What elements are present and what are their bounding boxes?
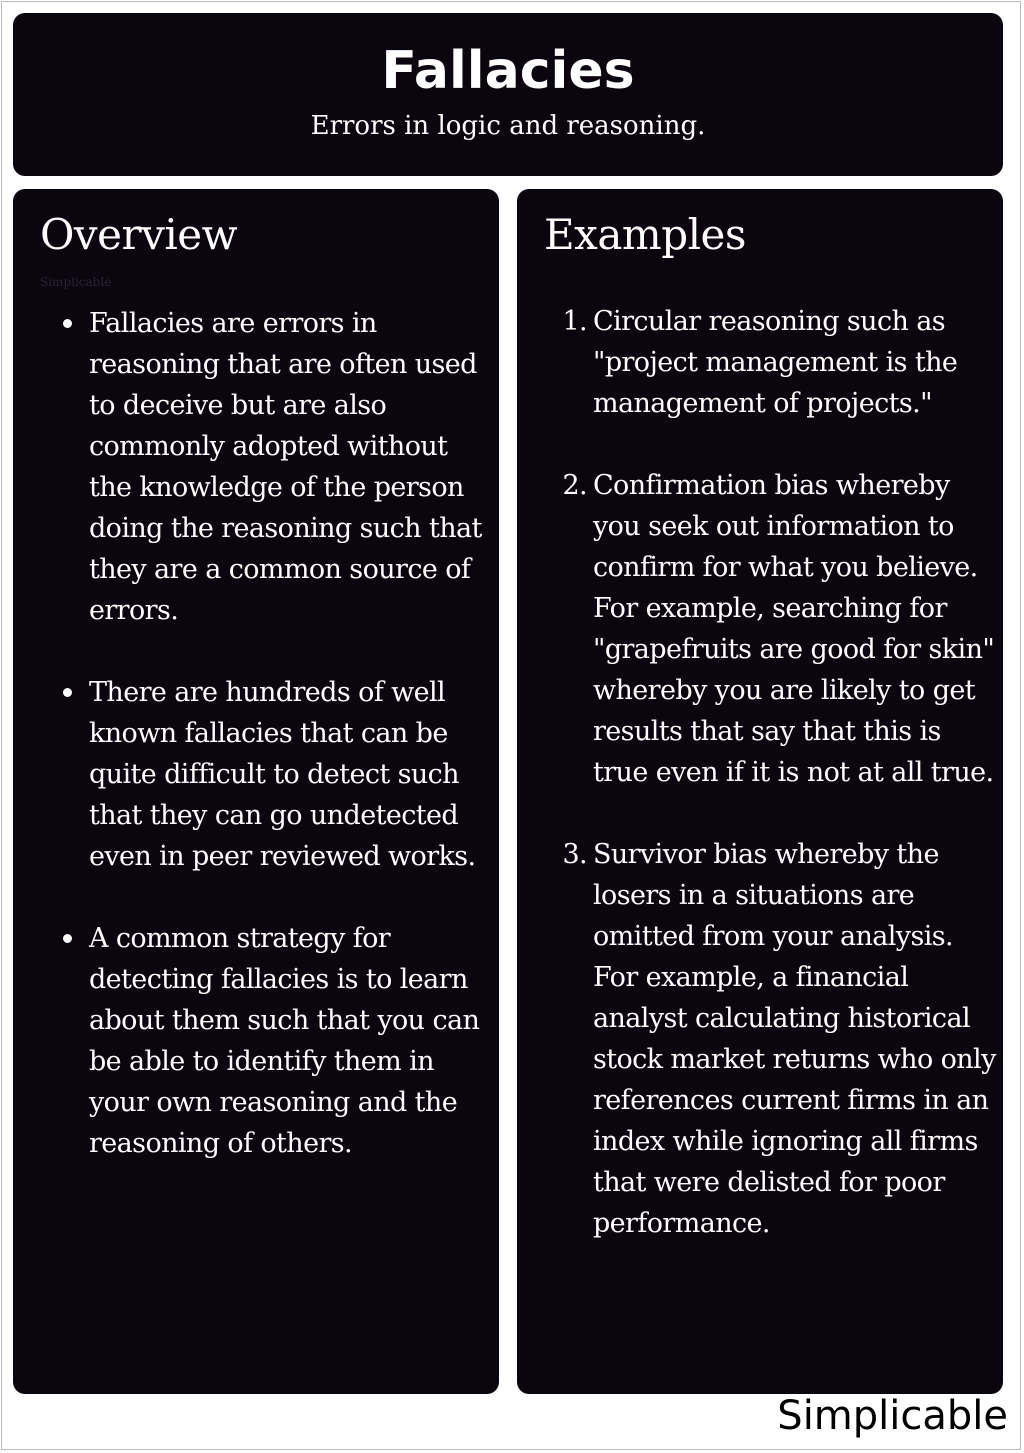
list-item-text: There are hundreds of well known fallacies that can be quite difficult to detect such that they can go undetected even in peer reviewed works. <box>89 677 476 872</box>
list-item <box>562 465 997 793</box>
list-item-text: Fallacies are errors in reasoning that are often used to deceive but are also commonly adopted without the knowledge of the person doing the reasoning such that they are a common source of errors. <box>89 308 482 626</box>
page-title: Fallacies <box>381 41 635 101</box>
list-item <box>562 834 997 1244</box>
watermark-text: Simplicable <box>40 275 112 289</box>
page-subtitle: Errors in logic and reasoning. <box>310 111 706 141</box>
list-item-number: 3. <box>562 839 587 870</box>
bullet-icon <box>63 934 72 943</box>
list-item <box>562 301 997 424</box>
examples-heading: Examples <box>544 210 746 259</box>
examples-list <box>517 301 997 1285</box>
bullet-icon <box>63 319 72 328</box>
bullet-icon <box>63 688 72 697</box>
header-panel <box>13 13 1003 176</box>
list-item-number: 1. <box>562 306 587 337</box>
list-item-number: 2. <box>562 470 587 501</box>
overview-panel <box>13 189 499 1394</box>
list-item <box>89 918 483 1164</box>
overview-heading: Overview <box>40 210 238 259</box>
list-item <box>89 303 483 631</box>
list-item-text: Confirmation bias whereby you seek out information to confirm for what you believe. For example, searching for "grapefruits are good for skin" whereby you are likely to get results that say that this is true even if it is not at all true. <box>593 470 995 788</box>
examples-panel <box>517 189 1003 1394</box>
overview-list <box>13 303 483 1205</box>
list-item <box>89 672 483 877</box>
list-item-text: Survivor bias whereby the losers in a situations are omitted from your analysis. For example, a financial analyst calculating historical stock market returns who only references current firms in an index while ignoring all firms that were delisted for poor performance. <box>593 839 996 1239</box>
list-item-text: A common strategy for detecting fallacies is to learn about them such that you can be able to identify them in your own reasoning and the reasoning of others. <box>89 923 480 1159</box>
brand-logo-text: Simplicable <box>777 1393 1008 1439</box>
list-item-text: Circular reasoning such as "project management is the management of projects." <box>593 306 958 419</box>
